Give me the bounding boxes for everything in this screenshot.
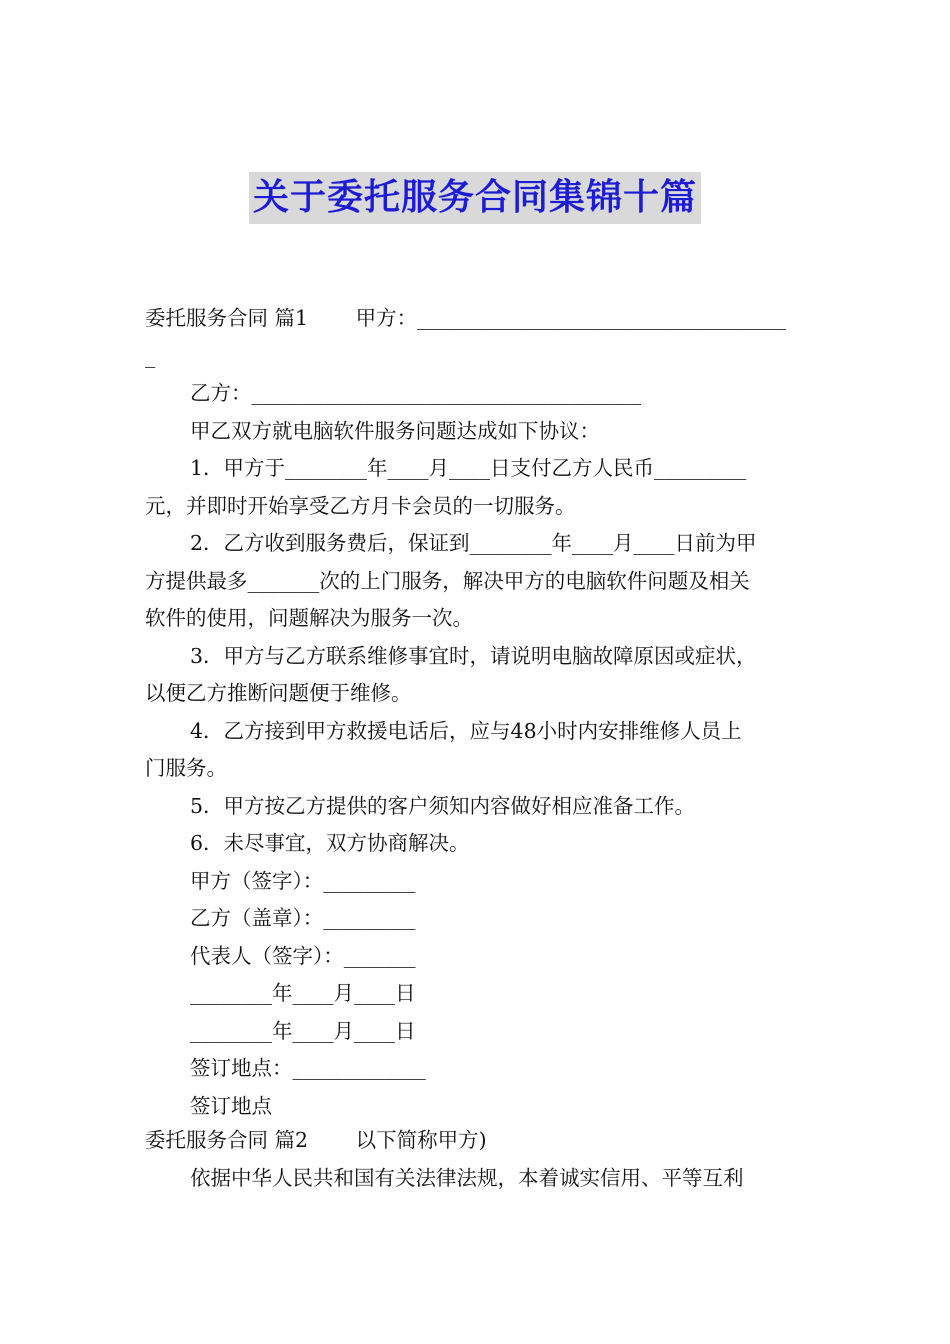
paragraph-line: 门服务。 [145, 756, 227, 780]
paragraph-line: 1．甲方于________年____月____日支付乙方人民币_________ [190, 456, 747, 480]
paragraph-line: 6．未尽事宜，双方协商解决。 [190, 831, 470, 855]
signing-place-line: 签订地点 [190, 1093, 272, 1118]
paragraph-line: 元，并即时开始享受乙方月卡会员的一切服务。 [145, 493, 576, 518]
paragraph-line: _ [145, 343, 156, 368]
paragraph-line: 2．乙方收到服务费后，保证到________年____月____日前为甲 [190, 531, 757, 555]
paragraph-line: 方提供最多_______次的上门服务，解决甲方的电脑软件问题及相关 [145, 568, 750, 593]
paragraph-line: 委托服务合同 篇1 甲方：____________________________________ [145, 306, 787, 330]
paragraph-line: 甲乙双方就电脑软件服务问题达成如下协议： [190, 418, 600, 443]
signing-place-line: 签订地点：_____________ [190, 1056, 426, 1080]
signature-line: 乙方（盖章）：_________ [190, 906, 416, 930]
date-line: ________年____月____日 [190, 1018, 416, 1043]
paragraph-line: 依据中华人民共和国有关法律法规，本着诚实信用、平等互利 [190, 1166, 744, 1190]
date-line: ________年____月____日 [190, 981, 416, 1005]
document-body [145, 300, 807, 1200]
paragraph-line: 3．甲方与乙方联系维修事宜时，请说明电脑故障原因或症状， [190, 643, 757, 668]
section-heading: 委托服务合同 篇2 以下简称甲方) [145, 1128, 487, 1152]
title-container [0, 172, 950, 224]
signature-line: 代表人（签字）：_______ [190, 943, 416, 968]
paragraph-line: 软件的使用，问题解决为服务一次。 [145, 606, 473, 630]
document-title: 关于委托服务合同集锦十篇 [249, 172, 701, 224]
paragraph-line: 5．甲方按乙方提供的客户须知内容做好相应准备工作。 [190, 793, 696, 818]
paragraph-line: 4．乙方接到甲方救援电话后，应与48小时内安排维修人员上 [190, 718, 742, 743]
paragraph-line: 以便乙方推断问题便于维修。 [145, 681, 412, 705]
paragraph-line: 乙方：______________________________________ [190, 381, 641, 405]
signature-line: 甲方（签字）：_________ [190, 868, 416, 893]
